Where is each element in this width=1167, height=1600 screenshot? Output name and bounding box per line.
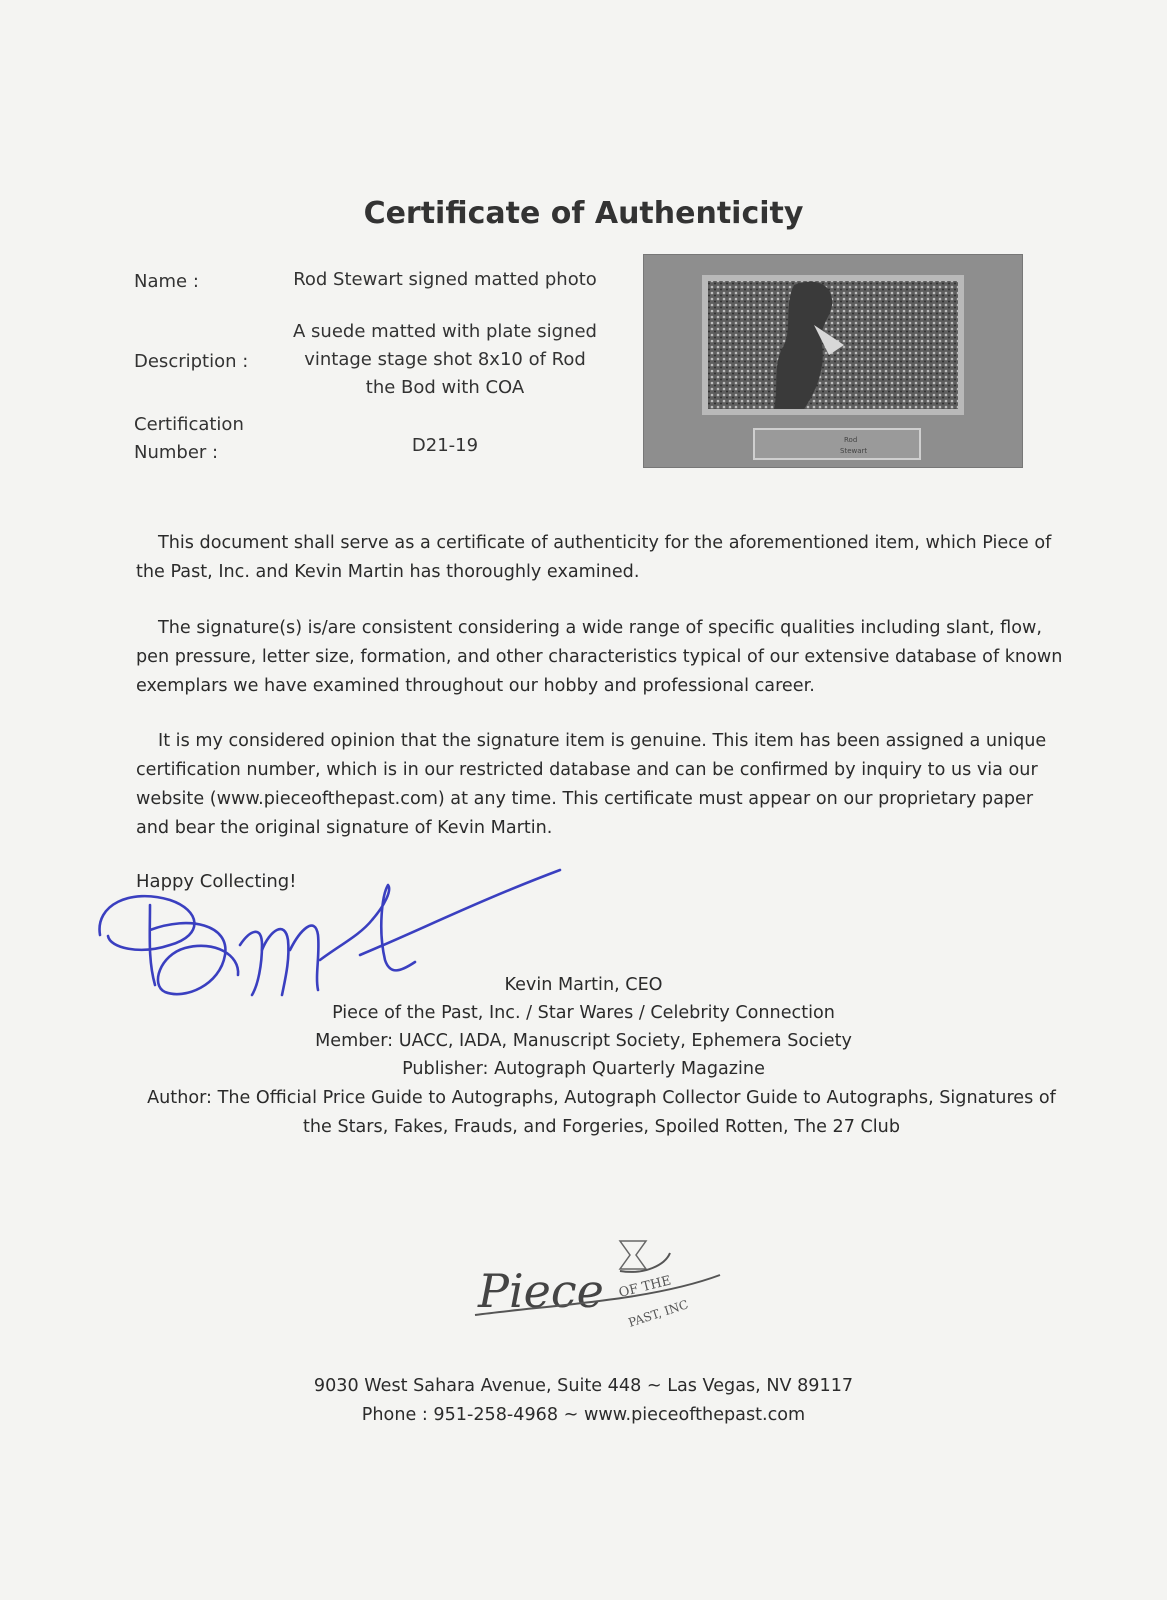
- logo-script: Piece: [478, 1264, 604, 1318]
- logo-tag: PAST, INC: [626, 1297, 691, 1330]
- signer-author: Author: The Official Price Guide to Autographs, Autograph Collector Guide to Autographs, Signatures of the Stars, Fakes, Frauds, and Forgeries, Spoiled Rotten, The 27 Club: [147, 1088, 1056, 1137]
- paragraph-opinion: It is my considered opinion that the signature item is genuine. This item has been assigned a unique certification number, which is in our restricted database and can be confirmed by inquiry to us via our website (www.pieceofthepast.com) at any time. This certificate must appear on our proprietary paper and bear the original signature of Kevin Martin.: [136, 731, 1047, 838]
- piece-of-the-past-logo: [470, 1235, 740, 1355]
- plate-text: Stewart: [840, 447, 868, 455]
- description-label: Description :: [134, 351, 249, 372]
- footer-phone: Phone : 951-258-4968 ~ www.pieceofthepast.com: [361, 1405, 806, 1425]
- signer-memberships: Member: UACC, IADA, Manuscript Society, Ephemera Society: [315, 1031, 852, 1051]
- plate-text: Rod: [844, 436, 858, 444]
- paragraph-certificate: This document shall serve as a certificate of authenticity for the aforementioned item, which Piece of the Past, Inc. and Kevin Martin has thoroughly examined.: [136, 533, 1052, 582]
- signer-company: Piece of the Past, Inc. / Star Wares / Celebrity Connection: [332, 1003, 835, 1023]
- cert-label-line: Number :: [134, 442, 219, 463]
- signer-publisher: Publisher: Autograph Quarterly Magazine: [402, 1059, 765, 1079]
- hourglass-icon: [620, 1241, 646, 1269]
- name-value: Rod Stewart signed matted photo: [293, 269, 597, 290]
- description-line: vintage stage shot 8x10 of Rod: [304, 349, 586, 370]
- footer-address: 9030 West Sahara Avenue, Suite 448 ~ Las Vegas, NV 89117: [313, 1376, 854, 1396]
- name-label: Name :: [134, 271, 199, 292]
- closing-text: Happy Collecting!: [136, 871, 297, 892]
- certificate-title: Certificate of Authenticity: [363, 196, 804, 231]
- cert-number-label: [134, 411, 244, 467]
- cert-label-line: Certification: [134, 414, 244, 435]
- description-line: the Bod with COA: [365, 377, 525, 398]
- signer-name: Kevin Martin, CEO: [504, 975, 663, 995]
- item-photo: [643, 254, 1023, 468]
- item-photo-image: [644, 255, 1022, 467]
- paragraph-signature-analysis: The signature(s) is/are consistent considering a wide range of specific qualities including slant, flow, pen pressure, letter size, formation, and other characteristics typical of our extensive database of known exemplars we have examined throughout our hobby and professional career.: [136, 618, 1063, 696]
- description-value: [270, 318, 620, 402]
- cert-number-value: D21-19: [411, 435, 479, 456]
- logo-small: OF THE: [617, 1273, 673, 1301]
- description-line: A suede matted with plate signed: [293, 321, 597, 342]
